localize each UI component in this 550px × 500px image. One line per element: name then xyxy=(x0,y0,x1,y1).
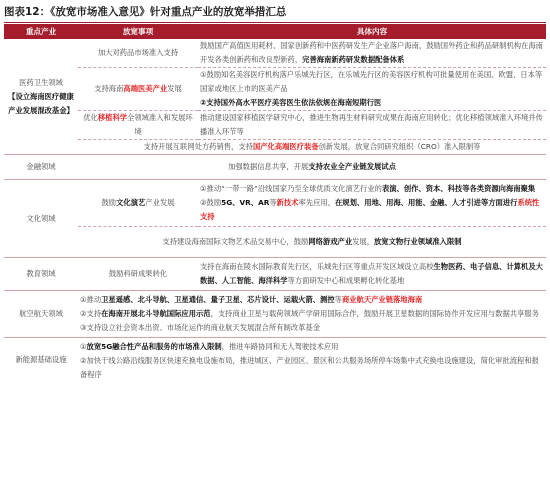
table-row xyxy=(4,111,546,140)
matter-cell: 鼓励文化演艺产业发展 xyxy=(78,180,198,227)
content-cell: ①推动卫星遥感、北斗导航、卫星通信、量子卫星、芯片设计、运载火箭、测控等商业航天产业链落地海南 ②支持在海南开展北斗导航国际应用示范，支持商业卫星与载荷领域产学研用国际合作，鼓励开展卫星数据的国际协作开发应用与数据共享服务 ③支持设立社会资本出资、市场化运作的商业航天发展混合所有制改革基金 xyxy=(78,291,546,338)
content-cell: 支持开展互联网处方药销售，支持国产化高端医疗装备创新发展，放宽合同研究组织（CRO）准入限制等 xyxy=(78,140,546,155)
figure-title: 图表12：《放宽市场准入意见》针对重点产业的放宽举措汇总 xyxy=(4,6,287,18)
matter-cell: 支持海南高端医美产业发展 xyxy=(78,68,198,111)
table-row xyxy=(4,291,546,338)
table-row xyxy=(4,258,546,291)
industry-cell-energy: 新能源基础设施 xyxy=(15,355,67,364)
industry-cell-education: 教育领域 xyxy=(4,258,78,291)
table-row xyxy=(4,227,546,258)
content-cell: ①放宽5G融合性产品和服务的市场准入限制，推进车路协同和无人驾驶技术应用 ②加快干线公路沿线服务区快速充换电设施布局，推进城区、产业园区、景区和公共服务场所停车场集中式充换电设施建设，简化审批流程和报备程序 xyxy=(80,342,539,379)
industry-cell-medical xyxy=(4,39,78,155)
header-industry: 重点产业 xyxy=(4,24,78,39)
industry-cell-finance: 金融领域 xyxy=(4,155,78,180)
content-cell: ①鼓励知名美容医疗机构落户乐城先行区，在乐城先行区的美容医疗机构可批量使用在美国、欧盟、日本等国家或地区上市的医美产品 ②支持国外高水平医疗美容医生依法依规在海南短期行医 xyxy=(198,68,546,111)
policy-table xyxy=(4,24,546,382)
industry-cell-aerospace: 航空航天领域 xyxy=(4,291,78,338)
matter-cell: 加大对药品市场准入支持 xyxy=(78,39,198,68)
content-cell: 推动建设国家移植医学研究中心，推进生物再生材料研究成果在海南应用转化；优化移植领域准入环境并传播准入环节等 xyxy=(198,111,546,140)
matter-cell: 鼓励科研成果转化 xyxy=(78,258,198,291)
header-content: 具体内容 xyxy=(198,24,546,39)
matter-cell: 优化移植科学全领域准入和发展环境 xyxy=(78,111,198,140)
content-cell: 加强数据信息共享，开展支持农业全产业链发展试点 xyxy=(78,155,546,180)
header-row xyxy=(4,24,546,39)
table-row xyxy=(4,180,546,227)
table-row xyxy=(4,39,546,68)
title-divider xyxy=(4,22,546,23)
table-row xyxy=(4,140,546,155)
content-cell: 鼓励国产高值医用耗材、国家创新药和中医药研发生产企业落户海南，鼓励国外药企和药品研制机构在海南开发各类创新药和改良型新药，完善海南新药研发数据配备体系 xyxy=(198,39,546,68)
content-cell: 支持在海南在陵水国际教育先行区，乐城先行区等重点开发区域设立高校生物医药、电子信息、计算机及大数据、人工智能、海洋科学等方面研发中心和成果孵化转化基地 xyxy=(198,258,546,291)
industry-cell-culture: 文化领域 xyxy=(4,180,78,258)
header-matter: 放宽事项 xyxy=(78,24,198,39)
content-cell: 支持建设海南国际文物艺术品交易中心，鼓励网络游戏产业发展，放宽文物行业领域准入限制 xyxy=(78,227,546,258)
content-cell: ①推动“一带一路”沿线国家乃至全球优质文化演艺行业的表演、创作、资本、科技等各类资源向海南聚集 ②鼓励5G、VR、AR等新技术率先应用，在规划、用地、用海、用能、金融、人才引进等方面进行系统性支持 xyxy=(198,180,546,227)
industry-sublabel: 【设立海南医疗健康产业发展混改基金】 xyxy=(8,91,74,115)
industry-label: 医药卫生领域 xyxy=(19,77,63,87)
table-row xyxy=(4,68,546,111)
table-row xyxy=(4,338,546,383)
table-row xyxy=(4,155,546,180)
